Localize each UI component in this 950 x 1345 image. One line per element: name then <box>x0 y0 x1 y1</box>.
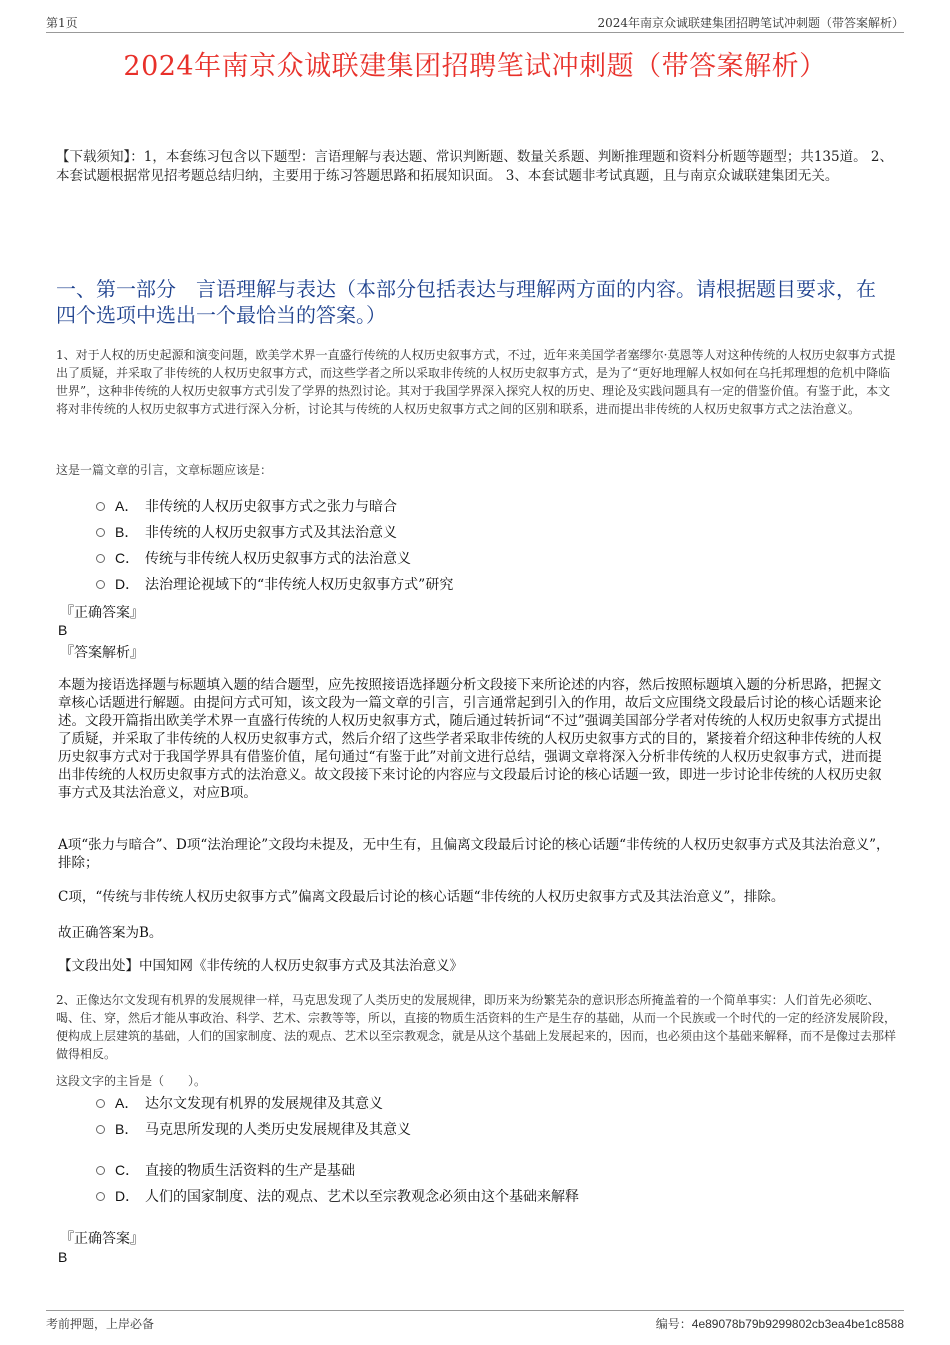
question-1-text: 1、对于人权的历史起源和演变问题，欧美学术界一直盛行传统的人权历史叙事方式，不过，近年来美国学者塞缪尔·莫恩等人对这种传统的人权历史叙事方式提出了质疑，并采取了非传统的人权历史叙事方式，而这些学者之所以采取非传统的人权历史叙事方式，是为了“更好地理解人权如何在乌托邦理想的危机中降临世界”，这种非传统的人权历史叙事方式引发了学界的热烈讨论。其对于我国学界深入探究人权的历史、理论及实践问题具有一定的借鉴价值。有鉴于此，本文将对非传统的人权历史叙事方式进行深入分析，讨论其与传统的人权历史叙事方式之间的区别和联系，进而提出非传统的人权历史叙事方式之法治意义。 <box>56 348 896 416</box>
radio-icon[interactable] <box>96 580 105 589</box>
page-footer <box>46 1310 904 1333</box>
question-1-options <box>96 493 890 597</box>
page-header <box>46 12 904 33</box>
question-2-answer: B <box>58 1249 68 1265</box>
radio-icon[interactable] <box>96 1192 105 1201</box>
document-code <box>656 1315 904 1332</box>
download-notice: 【下载须知】：1，本套练习包含以下题型：言语理解与表达题、常识判断题、数量关系题、判断推理题和资料分析题等题型；共135道。 2、本套试题根据常见招考题总结归纳，主要用于练习答题思路和拓展知识面。 3、本套试题非考试真题，且与南京众诚联建集团无关。 <box>56 149 893 184</box>
question-1-analysis-main: 本题为接语选择题与标题填入题的结合题型，应先按照接语选择题分析文段接下来所论述的内容，然后按照标题填入题的分析思路，把握文章核心话题进行解题。由提问方式可知，该文段为一篇文章的引言，引言通常起到引入的作用，故后文应围绕文段最后讨论的核心话题来论述。文段开篇指出欧美学术界一直盛行传统的人权历史叙事方式，随后通过转折词“不过”强调美国部分学者对传统的人权历史叙事方式提出了质疑，并采取了非传统的人权历史叙事方式，然后介绍了这些学者采取非传统的人权历史叙事方式的目的，紧接着介绍这种非传统的人权历史叙事方式对于我国学界具有借鉴价值，尾句通过“有鉴于此”对前文进行总结，强调文章将深入分析非传统的人权历史叙事方式，进而提出非传统的人权历史叙事方式的法治意义。故文段接下来讨论的内容应与文段最后讨论的核心话题一致，即进一步讨论非传统的人权历史叙事方式及其法治意义，对应B项。 <box>58 677 882 801</box>
question-1-option-c[interactable]: C． 传统与非传统人权历史叙事方式的法治意义 <box>96 545 890 571</box>
radio-icon[interactable] <box>96 502 105 511</box>
question-2-answer-label: 『正确答案』 <box>60 1231 144 1247</box>
radio-icon[interactable] <box>96 554 105 563</box>
question-1-analysis-c: C项，“传统与非传统人权历史叙事方式”偏离文段最后讨论的核心话题“非传统的人权历史叙事方式及其法治意义”，排除。 <box>58 889 785 905</box>
question-1-analysis-ad: A项“张力与暗合”、D项“法治理论”文段均未提及，无中生有，且偏离文段最后讨论的核心话题“非传统的人权历史叙事方式及其法治意义”，排除； <box>58 837 890 871</box>
question-2-option-c[interactable]: C． 直接的物质生活资料的生产是基础 <box>96 1157 890 1183</box>
question-2-prompt: 这段文字的主旨是（ ）。 <box>56 1074 207 1088</box>
question-2-options-cont <box>96 1157 890 1209</box>
question-2-options <box>96 1090 890 1142</box>
question-1-answer-label: 『正确答案』 <box>60 605 144 621</box>
footer-slogan: 考前押题，上岸必备 <box>46 1317 155 1331</box>
section-heading: 一、第一部分 言语理解与表达（本部分包括表达与理解两方面的内容。请根据题目要求，在四个选项中选出一个最恰当的答案。） <box>56 277 876 327</box>
code-value: 4e89078b79b9299802cb3ea4be1c8588 <box>691 1317 904 1331</box>
page-number: 第1页 <box>46 16 78 30</box>
question-1-answer: B <box>58 622 68 638</box>
radio-icon[interactable] <box>96 1166 105 1175</box>
question-2-option-b[interactable]: B． 马克思所发现的人类历史发展规律及其意义 <box>96 1116 890 1142</box>
question-1-prompt: 这是一篇文章的引言，文章标题应该是： <box>56 463 273 477</box>
radio-icon[interactable] <box>96 1125 105 1134</box>
question-1-source: 【文段出处】中国知网《非传统的人权历史叙事方式及其法治意义》 <box>58 958 463 974</box>
question-2-option-a[interactable]: A． 达尔文发现有机界的发展规律及其意义 <box>96 1090 890 1116</box>
document-title: 2024年南京众诚联建集团招聘笔试冲刺题（带答案解析） <box>123 51 827 82</box>
radio-icon[interactable] <box>96 528 105 537</box>
question-1-option-b[interactable]: B． 非传统的人权历史叙事方式及其法治意义 <box>96 519 890 545</box>
radio-icon[interactable] <box>96 1099 105 1108</box>
question-1-analysis-label: 『答案解析』 <box>60 645 144 661</box>
question-2-option-d[interactable]: D． 人们的国家制度、法的观点、艺术以至宗教观念必须由这个基础来解释 <box>96 1183 890 1209</box>
question-1-option-a[interactable]: A． 非传统的人权历史叙事方式之张力与暗合 <box>96 493 890 519</box>
code-label: 编号： <box>655 1317 692 1331</box>
question-1-analysis-conclusion: 故正确答案为B。 <box>58 925 163 941</box>
question-1-option-d[interactable]: D． 法治理论视域下的“非传统人权历史叙事方式”研究 <box>96 571 890 597</box>
question-2-text: 2、正像达尔文发现有机界的发展规律一样，马克思发现了人类历史的发展规律，即历来为纷繁芜杂的意识形态所掩盖着的一个简单事实：人们首先必须吃、喝、住、穿，然后才能从事政治、科学、艺术、宗教等等，所以，直接的物质生活资料的生产是生存的基础，从而一个民族或一个时代的一定的经济发展阶段，便构成上层建筑的基础，人们的国家制度、法的观点、艺术以至宗教观念，就是从这个基础上发展起来的，因而，也必须由这个基础来解释，而不是像过去那样做得相反。 <box>56 993 897 1061</box>
running-title: 2024年南京众诚联建集团招聘笔试冲刺题（带答案解析） <box>597 16 904 30</box>
